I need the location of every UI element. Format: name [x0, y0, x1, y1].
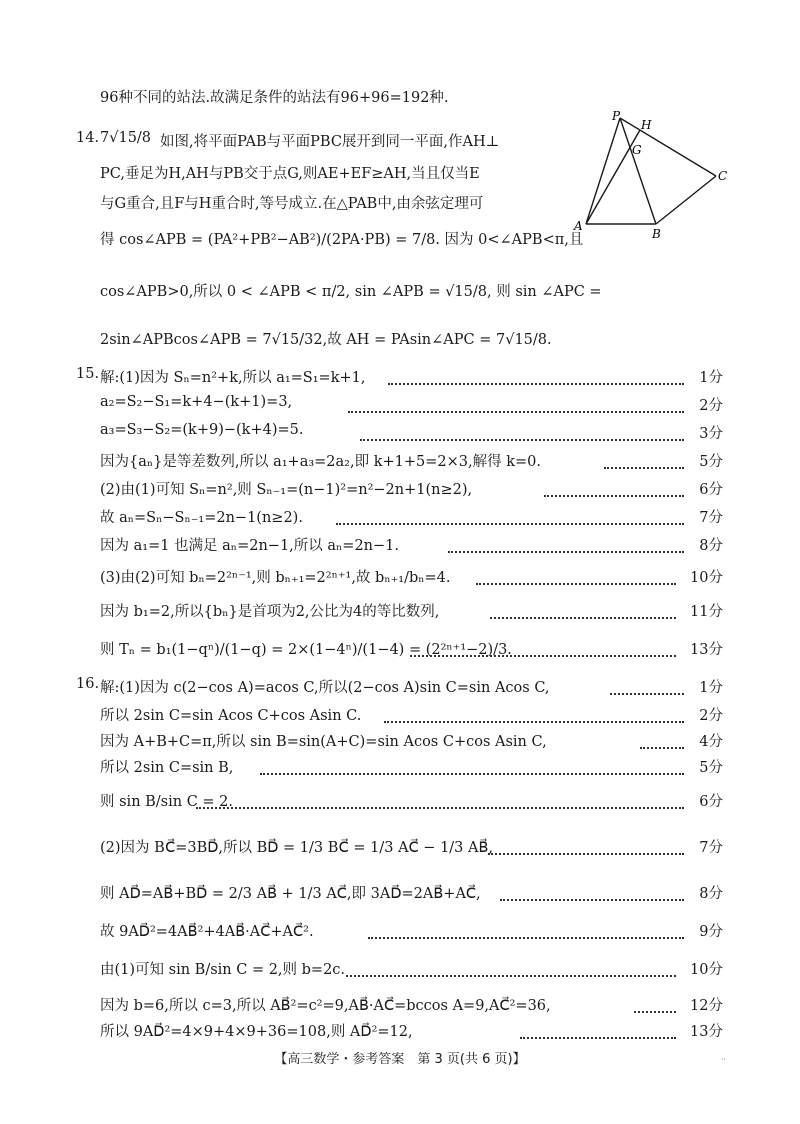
score: 6分 — [699, 482, 723, 498]
text-line: 与G重合,且F与H重合时,等号成立.在△PAB中,由余弦定理可 — [100, 196, 484, 212]
text-line: a₂=S₂−S₁=k+4−(k+1)=3, — [100, 394, 293, 410]
question-number: 15. — [76, 366, 100, 382]
leader-dots — [260, 773, 684, 775]
text-line: 因为 A+B+C=π,所以 sin B=sin(A+C)=sin Acos C+cos Asin C, — [100, 734, 547, 750]
question-number: 14. — [76, 130, 100, 146]
text-line: 故 9AD⃗²=4AB⃗²+4AB⃗·AC⃗+AC⃗². — [100, 924, 314, 940]
score: 8分 — [699, 538, 723, 554]
score: 6分 — [699, 794, 723, 810]
score: 5分 — [699, 760, 723, 776]
text-line: (2)因为 BC⃗=3BD⃗,所以 BD⃗ = 1/3 BC⃗ = 1/3 AC⃗ − 1/3 AB⃗, — [100, 840, 494, 856]
answer-value: 7√15/8 — [100, 130, 152, 146]
leader-dots — [410, 655, 676, 657]
edge-PA — [586, 118, 620, 224]
leader-dots — [634, 1011, 676, 1013]
text-line: 所以 2sin C=sin Acos C+cos Asin C. — [100, 708, 362, 724]
text-line: 2sin∠APBcos∠APB = 7√15/32,故 AH = PAsin∠APC = 7√15/8. — [100, 332, 552, 348]
text-line: a₃=S₃−S₂=(k+9)−(k+4)=5. — [100, 422, 304, 438]
text-line: 解:(1)因为 c(2−cos A)=acos C,所以(2−cos A)sin C=sin Acos C, — [100, 680, 550, 696]
label-C: C — [718, 169, 728, 183]
leader-dots — [500, 899, 684, 901]
score: 7分 — [699, 510, 723, 526]
leader-dots — [196, 807, 684, 809]
geometry-figure — [568, 108, 738, 243]
score: 13分 — [690, 1024, 723, 1040]
score: 7分 — [699, 840, 723, 856]
label-G: G — [632, 143, 642, 157]
leader-dots — [490, 617, 676, 619]
score: 8分 — [699, 886, 723, 902]
leader-dots — [368, 937, 684, 939]
score: 11分 — [690, 604, 723, 620]
text-line: 则 sin B/sin C = 2. — [100, 794, 233, 810]
score: 3分 — [699, 426, 723, 442]
score: 10分 — [690, 962, 723, 978]
text-line: 则 AD⃗=AB⃗+BD⃗ = 2/3 AB⃗ + 1/3 AC⃗,即 3AD⃗=2AB⃗+AC⃗, — [100, 886, 481, 902]
text-line: 故 aₙ=Sₙ−Sₙ₋₁=2n−1(n≥2). — [100, 510, 303, 526]
text-line: 因为{aₙ}是等差数列,所以 a₁+a₃=2a₂,即 k+1+5=2×3,解得 k=0. — [100, 454, 541, 470]
label-H: H — [641, 118, 652, 132]
score: 5分 — [699, 454, 723, 470]
label-A: A — [574, 219, 583, 233]
text-line: 因为 b₁=2,所以{bₙ}是首项为2,公比为4的等比数列, — [100, 604, 440, 620]
page-footer: 【高三数学・参考答案 第 3 页(共 6 页)】 — [274, 1052, 526, 1067]
leader-dots — [384, 721, 684, 723]
label-B: B — [652, 227, 661, 241]
text-line: 则 Tₙ = b₁(1−qⁿ)/(1−q) = 2×(1−4ⁿ)/(1−4) = (2²ⁿ⁺¹−2)/3. — [100, 642, 512, 658]
leader-dots — [604, 467, 684, 469]
question-number: 16. — [76, 676, 100, 692]
leader-dots — [388, 383, 684, 385]
score: 4分 — [699, 734, 723, 750]
leader-dots — [346, 975, 676, 977]
leader-dots — [476, 583, 676, 585]
leader-dots — [448, 551, 684, 553]
leader-dots — [488, 853, 684, 855]
score: 12分 — [690, 998, 723, 1014]
text-line: 由(1)可知 sin B/sin C = 2,则 b=2c. — [100, 962, 346, 978]
text-line: 得 cos∠APB = (PA²+PB²−AB²)/(2PA·PB) = 7/8. 因为 0<∠APB<π,且 — [100, 232, 584, 248]
text-line: 如图,将平面PAB与平面PBC展开到同一平面,作AH⊥ — [160, 134, 500, 150]
leader-dots — [640, 747, 684, 749]
leader-dots — [610, 693, 684, 695]
text-line: 96种不同的站法.故满足条件的站法有96+96=192种. — [100, 90, 449, 106]
score: 1分 — [699, 680, 723, 696]
text-line: cos∠APB>0,所以 0 < ∠APB < π/2, sin ∠APB = √15/8, 则 sin ∠APC = — [100, 284, 602, 300]
text-line: PC,垂足为H,AH与PB交于点G,则AE+EF≥AH,当且仅当E — [100, 166, 480, 182]
score: 2分 — [699, 708, 723, 724]
leader-dots — [348, 411, 684, 413]
text-line: (2)由(1)可知 Sₙ=n²,则 Sₙ₋₁=(n−1)²=n²−2n+1(n≥2), — [100, 482, 473, 498]
corner-mark: ·· — [720, 1055, 726, 1064]
leader-dots — [544, 495, 684, 497]
score: 10分 — [690, 570, 723, 586]
text-line: 因为 a₁=1 也满足 aₙ=2n−1,所以 aₙ=2n−1. — [100, 538, 399, 554]
text-line: (3)由(2)可知 bₙ=2²ⁿ⁻¹,则 bₙ₊₁=2²ⁿ⁺¹,故 bₙ₊₁/bₙ=4. — [100, 570, 451, 586]
leader-dots — [336, 523, 684, 525]
text-line: 所以 9AD⃗²=4×9+4×9+36=108,则 AD⃗²=12, — [100, 1024, 413, 1040]
score: 2分 — [699, 398, 723, 414]
text-line: 因为 b=6,所以 c=3,所以 AB⃗²=c²=9,AB⃗·AC⃗=bccos A=9,AC⃗²=36, — [100, 998, 551, 1014]
text-line: 所以 2sin C=sin B, — [100, 760, 234, 776]
score: 13分 — [690, 642, 723, 658]
leader-dots — [520, 1037, 676, 1039]
score: 9分 — [699, 924, 723, 940]
text-line: 解:(1)因为 Sₙ=n²+k,所以 a₁=S₁=k+1, — [100, 370, 366, 386]
edge-BC — [656, 176, 716, 224]
score: 1分 — [699, 370, 723, 386]
label-P: P — [612, 109, 621, 123]
leader-dots — [360, 439, 684, 441]
